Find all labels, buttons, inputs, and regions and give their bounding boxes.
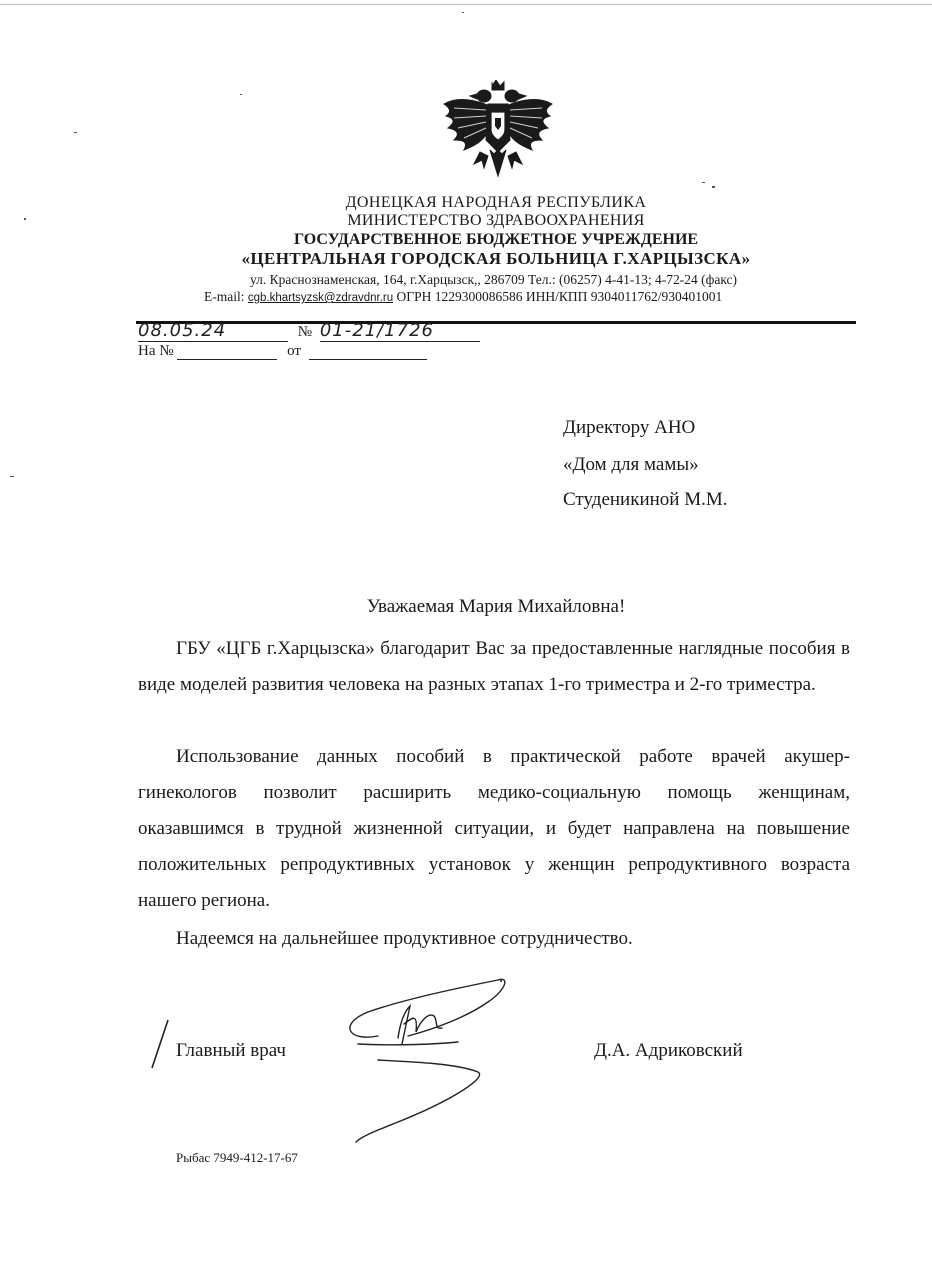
double-headed-eagle-emblem-icon [440, 80, 556, 188]
header-institution-type: ГОСУДАРСТВЕННОЕ БЮДЖЕТНОЕ УЧРЕЖДЕНИЕ [293, 231, 699, 248]
outgoing-number: 01-21/1726 [319, 320, 434, 341]
salutation: Уважаемая Мария Михайловна! [366, 596, 626, 617]
header-ministry: МИНИСТЕРСТВО ЗДРАВООХРАНЕНИЯ [347, 212, 645, 229]
scan-edge-line [0, 4, 932, 5]
outgoing-number-field [320, 320, 480, 342]
header-address: ул. Краснознаменская, 164, г.Харцызск,, 286709 Тел.: (06257) 4-41-13; 4-72-24 (факс) [250, 272, 738, 287]
registration-codes: ОГРН 1229300086586 ИНН/КПП 9304011762/930401001 [396, 289, 723, 304]
reply-date-label: от [287, 343, 301, 359]
header-republic: ДОНЕЦКАЯ НАРОДНАЯ РЕСПУБЛИКА [345, 194, 647, 211]
body-paragraph-2 [138, 739, 850, 919]
paragraph-3-text: Надеемся на дальнейшее продуктивное сотрудничество. [176, 928, 633, 949]
reply-number-label: На № [138, 343, 174, 359]
header-contacts [204, 289, 722, 305]
scan-speck [712, 186, 715, 188]
paragraph-2-text: Использование данных пособий в практической работе врачей акушер-гинекологов позволит расширить медико-социальную помощь женщинам, оказавшимся в трудной жизненной ситуации, и будет направлена на повышение положительных репродуктивных установок у женщин репродуктивного возраста нашего региона. [138, 746, 850, 911]
executor-contact: Рыбас 7949-412-17-67 [176, 1150, 298, 1165]
addressee-name: Студеникиной М.М. [563, 489, 728, 510]
paragraph-1-text: ГБУ «ЦГБ г.Харцызска» благодарит Вас за предоставленные наглядные пособия в виде моделей развития человека на разных этапах 1-го триместра и 2-го триместра. [138, 638, 850, 695]
signature-mark-tick [148, 1018, 172, 1070]
registry-reply [138, 343, 427, 360]
handwritten-signature [338, 972, 518, 1148]
scan-speck [702, 182, 705, 183]
signatory-name: Д.А. Адриковский [594, 1040, 743, 1061]
scan-speck [240, 94, 242, 95]
body-paragraph-3 [138, 921, 850, 957]
outgoing-date: 08.05.24 [138, 320, 227, 341]
body-paragraph-1 [138, 631, 850, 703]
email-label: E-mail: [204, 289, 245, 304]
email-link[interactable]: cgb.khartsyzsk@zdravdnr.ru [247, 292, 394, 304]
reply-date-blank [309, 345, 427, 360]
scan-speck [10, 476, 14, 477]
reply-number-blank [177, 345, 277, 360]
outgoing-date-field [138, 320, 288, 342]
addressee-organization: «Дом для мамы» [563, 454, 699, 475]
signatory-position: Главный врач [176, 1040, 286, 1061]
scan-speck [74, 132, 77, 133]
header-institution-name: «ЦЕНТРАЛЬНАЯ ГОРОДСКАЯ БОЛЬНИЦА Г.ХАРЦЫЗСКА» [241, 249, 751, 268]
scan-speck [462, 12, 464, 13]
registry-outgoing [138, 320, 480, 342]
number-label: № [297, 324, 313, 340]
addressee-position: Директору АНО [563, 417, 696, 438]
